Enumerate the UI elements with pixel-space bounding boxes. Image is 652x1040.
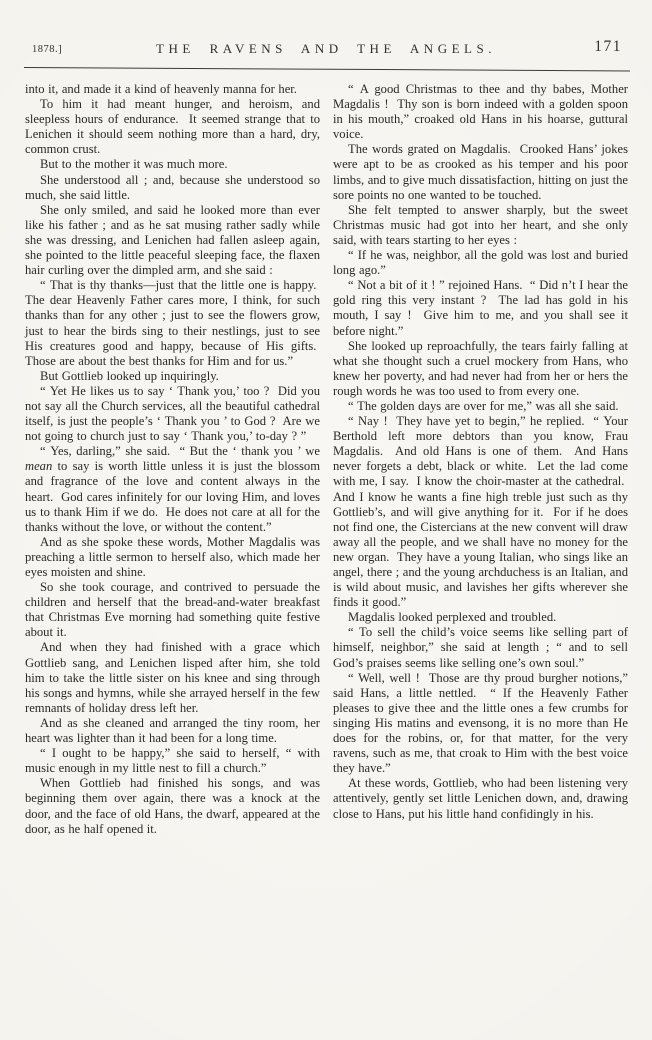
paragraph: Magdalis looked perplexed and troubled. [348, 610, 557, 625]
paragraph: “ The golden days are over for me,” was all she said. [348, 398, 619, 413]
paragraph: She felt tempted to answer sharply, but the sweet Christmas music had got into her heart, and she only said, with tears starting to her eyes : [333, 202, 628, 247]
left-column [25, 82, 320, 837]
paragraph: But Gottlieb looked up inquiringly. [40, 368, 219, 383]
paragraph: She looked up reproachfully, the tears fairly falling at what she thought such a cruel mockery from Hans, who knew her poverty, and had never had from her or hers the rough words he was too used to from every one. [333, 338, 628, 398]
paragraph: “ If he was, neighbor, all the gold was lost and buried long ago.” [333, 248, 628, 278]
paragraph: The words grated on Magdalis. Crooked Hans’ jokes were apt to be as crooked as his temper and his poor limbs, and to give much dissatisfaction, hitting on just the sore points no one wanted to be touched. [333, 142, 628, 202]
paragraph: “ A good Christmas to thee and thy babes, Mother Magdalis ! Thy son is born indeed with a golden spoon in his mouth,” croaked old Hans in his hoarse, guttural voice. [333, 82, 628, 142]
paragraph: At these words, Gottlieb, who had been listening very attentively, gently set little Lenichen down, and, drawing close to Hans, put his little hand confidingly in his. [333, 776, 628, 821]
paragraph: “ Yes, darling,” she said. “ But the ‘ thank you ’ we mean to say is worth little unless it is just the blossom and fragrance of the love and content always in the heart. God cares infinitely for our loving Him, and loves us to thank Him if we do. He does not care at all for the thanks without the love, or without the content.” [25, 444, 320, 534]
running-title: THE RAVENS AND THE ANGELS. [156, 41, 496, 56]
book-page [0, 40, 652, 1040]
paragraph: “ To sell the child’s voice seems like selling part of himself, neighbor,” she said at length ; “ and to sell God’s praises seems like selling one’s own soul.” [333, 625, 628, 670]
paragraph: into it, and made it a kind of heavenly manna for her. [25, 82, 297, 96]
paragraph: When Gottlieb had finished his songs, and was beginning them over again, there was a knock at the door, and the face of old Hans, the dwarf, appeared at the door, as he half opened it. [25, 776, 320, 836]
paragraph: She understood all ; and, because she understood so much, she said little. [25, 172, 320, 202]
paragraph: And as she spoke these words, Mother Magdalis was preaching a little sermon to herself also, which made her eyes moisten and shine. [25, 534, 320, 579]
paragraph: So she took courage, and contrived to persuade the children and herself that the bread-and-water breakfast that Christmas Eve morning had something quite festive about it. [25, 580, 320, 640]
paragraph: And as she cleaned and arranged the tiny room, her heart was lighter than it had been for a long time. [25, 715, 320, 746]
paragraph: But to the mother it was much more. [40, 157, 228, 172]
paragraph: “ Nay ! They have yet to begin,” he replied. “ Your Berthold left more debtors than you know, Frau Magdalis. And old Hans is one of them. And Hans never forgets a debt, black or white. Let the lad come with me, I say. I know the choir-master at the cathedral. And I know he wants a fine high treble just such as thy Gottlieb’s, and will give anything for it. For if he does not find one, the Cistercians at the new convent will draw away all the people, and we shall have no money for the new organ. They have a young Italian, who sings like an angel, there ; and the young archduchess is an Italian, and is wild about music, and lavishes her gifts wherever she finds it good.” [333, 414, 628, 610]
edition-year: 1878.] [32, 44, 63, 55]
paragraph: And when they had finished with a grace which Gottlieb sang, and Lenichen lisped after him, she told him to take the little sister on his knee and sing through his songs and hymns, while she arrayed herself in the few remnants of holiday dress left her. [25, 640, 320, 715]
paragraph: “ Well, well ! Those are thy proud burgher notions,” said Hans, a little nettled. “ If the Heavenly Father pleases to give thee and the little ones a few crumbs for singing His matins and evensong, it is no more than He does for the robins, or, for that matter, for the very ravens, such as me, that croak to Him with the best voice they have.” [333, 670, 628, 776]
paragraph: She only smiled, and said he looked more than ever like his father ; and as he sat musing rather sadly while she was dressing, and Lenichen had fallen asleep again, she pointed to the little peaceful sleeping face, the flaxen hair curling over the dimpled arm, and she said : [25, 202, 320, 278]
paragraph: To him it had meant hunger, and heroism, and sleepless hours of endurance. It seemed strange that to Lenichen it should seem nothing more than a hard, dry, common crust. [25, 97, 320, 157]
paragraph: “ I ought to be happy,” she said to herself, “ with music enough in my little nest to fill a church.” [25, 746, 320, 776]
page-header [0, 40, 652, 66]
paragraph: “ That is thy thanks—just that the little one is happy. The dear Heavenly Father cares more, I think, for such thanks than for any other ; just to see the flowers grow, just to hear the birds sing to their nestlings, just to see His creatures good and happy, because of His gifts. Those are about the best thanks for Him and for us.” [25, 278, 320, 368]
page-number: 171 [594, 38, 622, 55]
text-columns [0, 68, 652, 837]
paragraph: “ Not a bit of it ! ” rejoined Hans. “ Did n’t I hear the gold ring this very instant ? The lad has gold in his mouth, I say ! Give him to me, and you shall see it before night.” [333, 278, 628, 338]
right-column [333, 82, 628, 837]
paragraph: “ Yet He likes us to say ‘ Thank you,’ too ? Did you not say all the Church services, all the beautiful cathedral itself, is just the people’s ‘ Thank you ’ to God ? Are we not going to church just to say ‘ Thank you,’ to-day ? ” [25, 383, 320, 444]
